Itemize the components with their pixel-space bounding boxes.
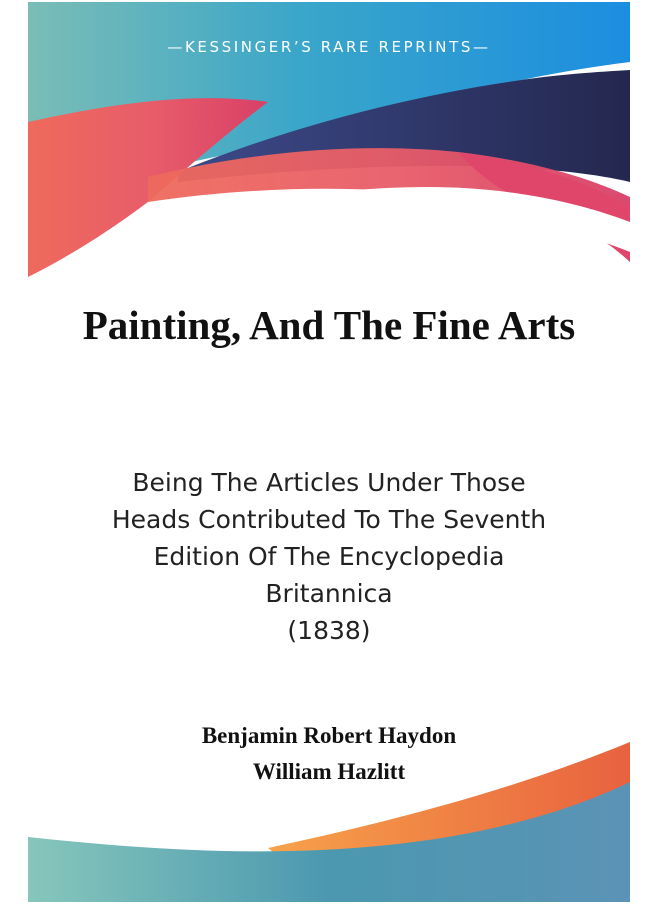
book-title: Painting, And The Fine Arts: [82, 302, 576, 348]
book-cover: [28, 2, 630, 902]
book-subtitle: Being The Articles Under Those Heads Contributed To The Seventh Edition Of The Encyclopedia Britannica (1838): [111, 468, 547, 645]
author-list: [68, 718, 590, 790]
author-name: William Hazlitt: [252, 759, 406, 784]
author-name: Benjamin Robert Haydon: [201, 723, 457, 748]
publisher-banner: —KESSINGER’S RARE REPRINTS—: [167, 38, 491, 56]
